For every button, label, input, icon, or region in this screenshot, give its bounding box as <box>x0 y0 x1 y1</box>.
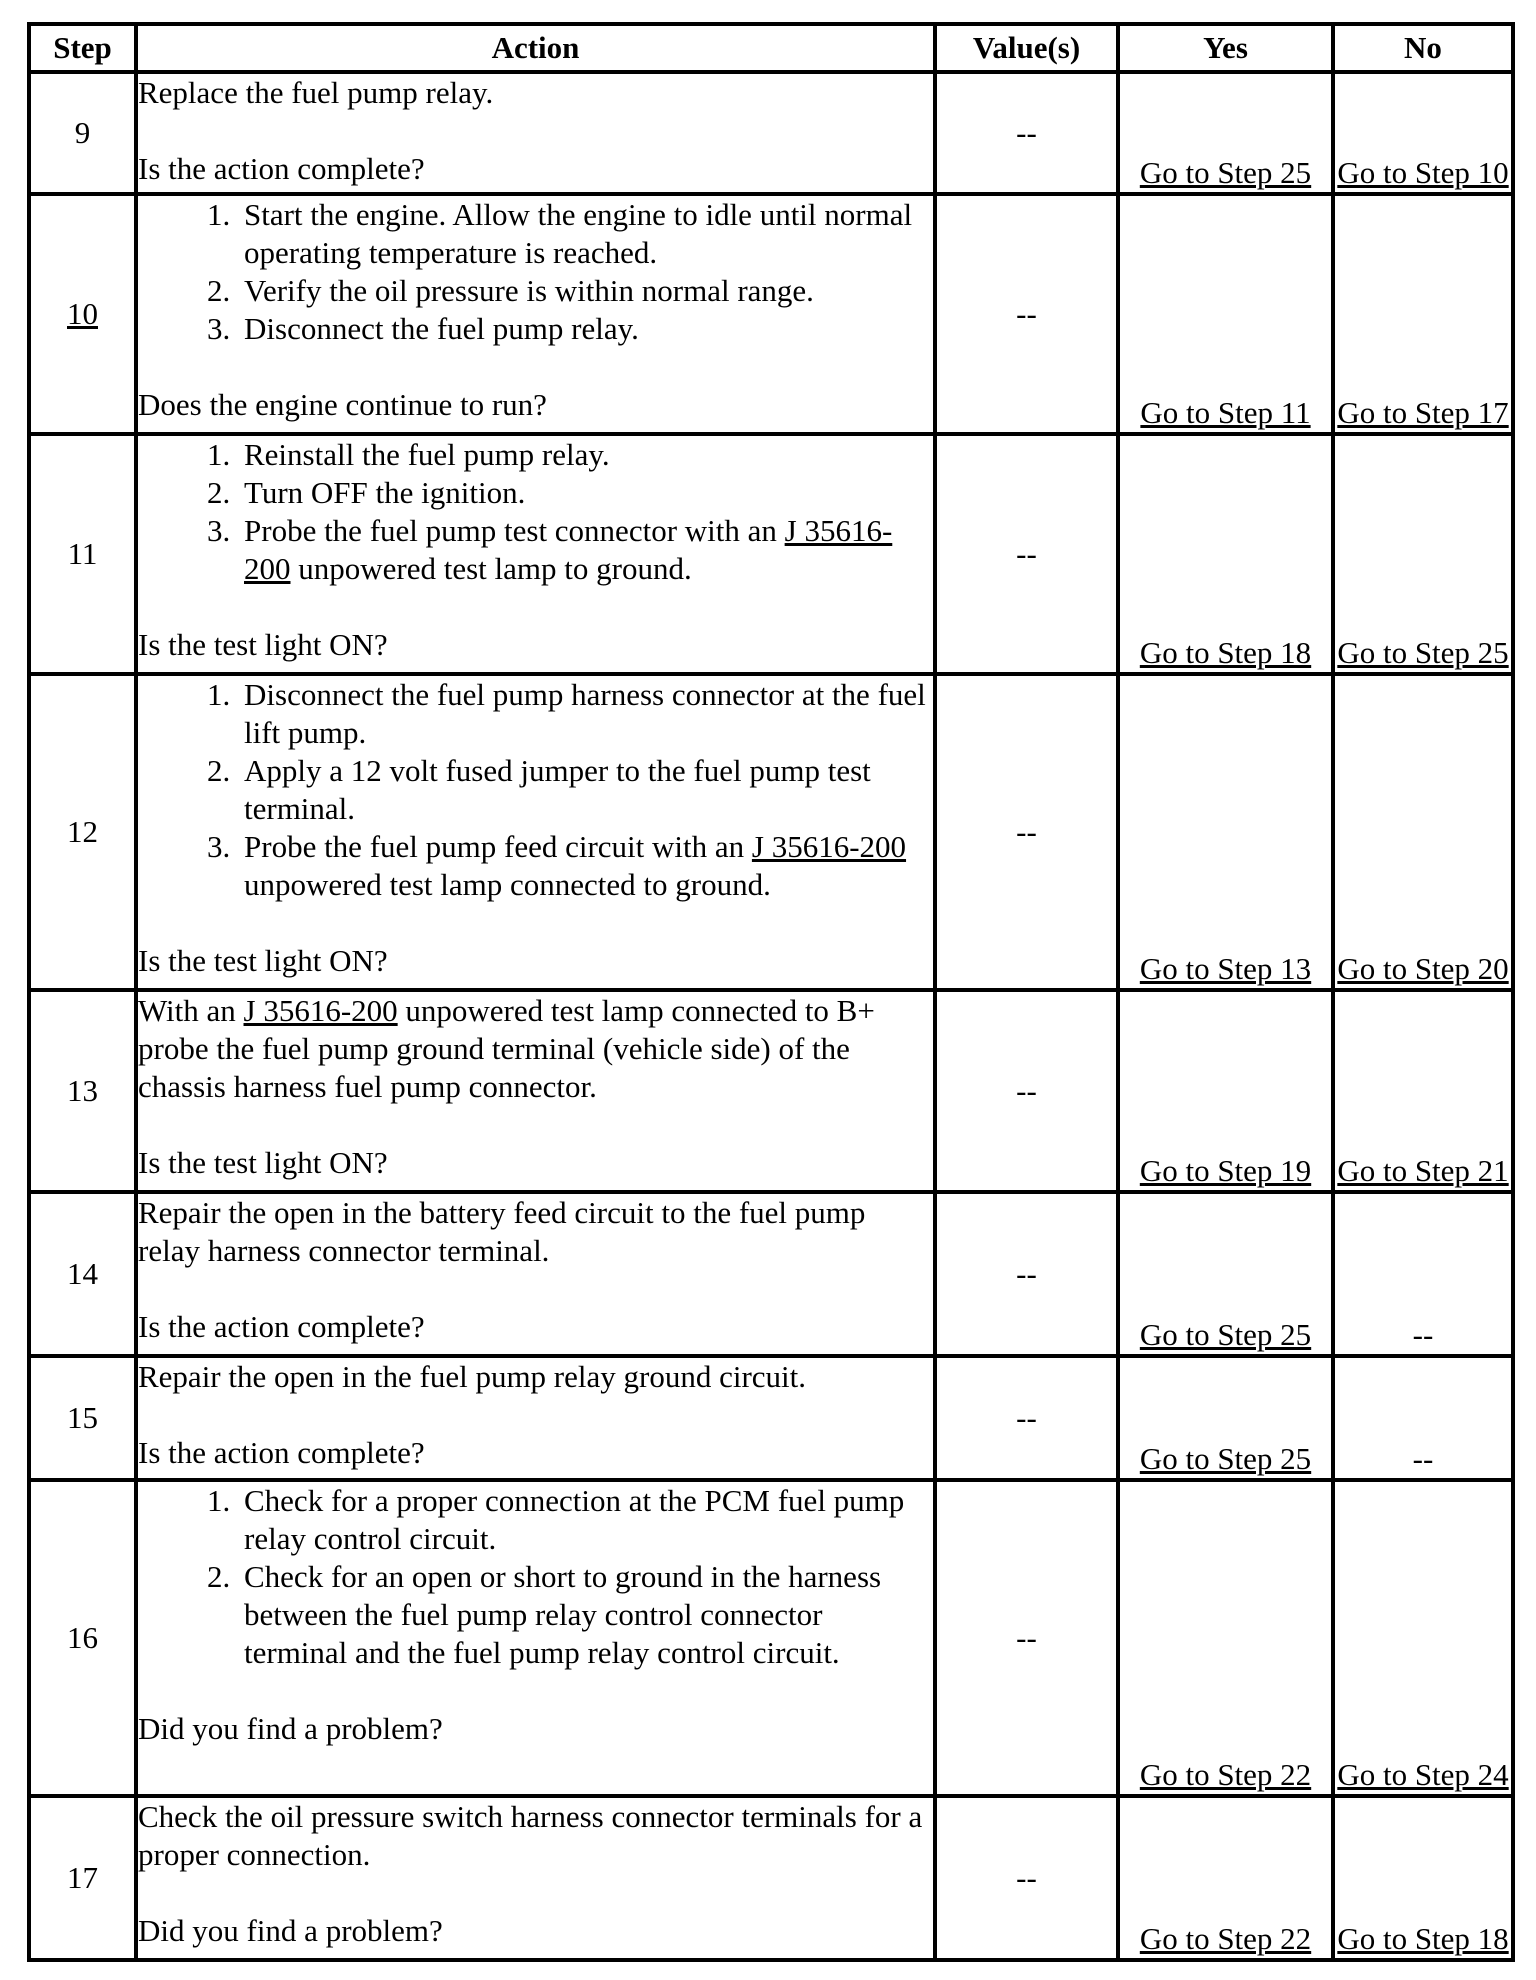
yes-link[interactable]: Go to Step 18 <box>1139 635 1312 670</box>
header-action: Action <box>136 24 935 72</box>
yes-link[interactable]: Go to Step 25 <box>1139 155 1312 190</box>
step-number: 11 <box>29 434 136 674</box>
action-cell <box>136 990 935 1192</box>
header-no: No <box>1333 24 1513 72</box>
action-text-part: unpowered test lamp connected to B+ probe the fuel pump ground terminal (vehicle side) of the chassis harness fuel pump connector. <box>138 993 875 1104</box>
step-number: 9 <box>29 72 136 194</box>
action-question: Is the action complete? <box>138 1309 425 1344</box>
yes-link[interactable]: Go to Step 25 <box>1139 1441 1312 1476</box>
value-cell: -- <box>935 72 1118 194</box>
header-values: Value(s) <box>935 24 1118 72</box>
table-row <box>29 990 1513 1192</box>
value-cell: -- <box>935 1192 1118 1356</box>
value-cell: -- <box>935 1796 1118 1960</box>
action-step: 1. Reinstall the fuel pump relay. <box>238 436 933 474</box>
action-question: Is the test light ON? <box>138 627 388 662</box>
action-question: Is the action complete? <box>138 1435 425 1470</box>
value-cell: -- <box>935 434 1118 674</box>
value-cell: -- <box>935 674 1118 990</box>
action-question: Does the engine continue to run? <box>138 387 547 422</box>
no-link[interactable]: Go to Step 18 <box>1337 1921 1509 1956</box>
action-text: Check the oil pressure switch harness connector terminals for a proper connection. <box>138 1799 923 1872</box>
no-link[interactable]: Go to Step 10 <box>1337 155 1509 190</box>
action-steps <box>138 196 933 348</box>
action-step-text: unpowered test lamp to ground. <box>290 551 692 586</box>
no-value: -- <box>1412 1441 1434 1476</box>
step-number: 17 <box>29 1796 136 1960</box>
table-row <box>29 1192 1513 1356</box>
header-yes: Yes <box>1118 24 1333 72</box>
yes-link[interactable]: Go to Step 19 <box>1139 1153 1312 1188</box>
step-number: 14 <box>29 1192 136 1356</box>
action-step: 2. Check for an open or short to ground in the harness between the fuel pump relay control connector terminal and the fuel pump relay control circuit. <box>238 1558 933 1672</box>
action-text: Repair the open in the fuel pump relay ground circuit. <box>138 1359 807 1394</box>
table-row <box>29 1480 1513 1796</box>
action-step: 2. Verify the oil pressure is within normal range. <box>238 272 933 310</box>
no-link[interactable]: Go to Step 25 <box>1337 635 1509 670</box>
action-text: Repair the open in the battery feed circuit to the fuel pump relay harness connector terminal. <box>138 1195 866 1268</box>
step-number: 16 <box>29 1480 136 1796</box>
value-cell: -- <box>935 990 1118 1192</box>
diagnostic-table <box>27 22 1515 1962</box>
table-row <box>29 72 1513 194</box>
action-cell <box>136 1192 935 1356</box>
action-question: Did you find a problem? <box>138 1711 443 1746</box>
action-step: 2. Apply a 12 volt fused jumper to the fuel pump test terminal. <box>238 752 933 828</box>
action-cell <box>136 674 935 990</box>
action-question: Is the test light ON? <box>138 1145 388 1180</box>
header-step: Step <box>29 24 136 72</box>
step-number: 15 <box>29 1356 136 1480</box>
action-text <box>138 992 933 1106</box>
action-step-text: Probe the fuel pump test connector with an <box>244 513 785 548</box>
tool-link[interactable]: J 35616-200 <box>244 513 893 586</box>
tool-link[interactable]: J 35616-200 <box>751 829 907 864</box>
no-value: -- <box>1412 1317 1434 1352</box>
value-cell: -- <box>935 1480 1118 1796</box>
action-step-text: unpowered test lamp connected to ground. <box>244 867 771 902</box>
step-number[interactable]: 10 <box>67 296 98 331</box>
yes-link[interactable]: Go to Step 25 <box>1139 1317 1312 1352</box>
step-number: 12 <box>29 674 136 990</box>
action-cell <box>136 1356 935 1480</box>
table-row <box>29 194 1513 434</box>
table-row <box>29 434 1513 674</box>
value-cell: -- <box>935 1356 1118 1480</box>
action-question: Is the test light ON? <box>138 943 388 978</box>
tool-link[interactable]: J 35616-200 <box>243 993 398 1028</box>
action-step: 2. Turn OFF the ignition. <box>238 474 933 512</box>
action-question: Did you find a problem? <box>138 1913 443 1948</box>
yes-link[interactable]: Go to Step 11 <box>1140 395 1311 430</box>
no-link[interactable]: Go to Step 20 <box>1337 951 1509 986</box>
table-row <box>29 674 1513 990</box>
value-cell: -- <box>935 194 1118 434</box>
yes-link[interactable]: Go to Step 22 <box>1139 1757 1312 1792</box>
yes-link[interactable]: Go to Step 13 <box>1139 951 1312 986</box>
action-step <box>238 512 933 588</box>
table-row <box>29 1796 1513 1960</box>
action-text-part: With an <box>138 993 244 1028</box>
action-steps <box>138 1482 933 1672</box>
header-row <box>29 24 1513 72</box>
step-number: 13 <box>29 990 136 1192</box>
yes-link[interactable]: Go to Step 22 <box>1139 1921 1312 1956</box>
action-cell <box>136 434 935 674</box>
no-link[interactable]: Go to Step 24 <box>1337 1757 1509 1792</box>
action-cell <box>136 1480 935 1796</box>
action-step: 1. Disconnect the fuel pump harness connector at the fuel lift pump. <box>238 676 933 752</box>
action-step-text: Probe the fuel pump feed circuit with an <box>244 829 752 864</box>
action-step: 1. Start the engine. Allow the engine to idle until normal operating temperature is reached. <box>238 196 933 272</box>
action-cell <box>136 1796 935 1960</box>
action-step <box>238 828 933 904</box>
no-link[interactable]: Go to Step 17 <box>1337 395 1509 430</box>
action-steps <box>138 436 933 588</box>
action-step: 1. Check for a proper connection at the PCM fuel pump relay control circuit. <box>238 1482 933 1558</box>
action-cell <box>136 72 935 194</box>
action-text: Replace the fuel pump relay. <box>138 75 494 110</box>
action-steps <box>138 676 933 904</box>
no-link[interactable]: Go to Step 21 <box>1337 1153 1509 1188</box>
action-step: 3. Disconnect the fuel pump relay. <box>238 310 933 348</box>
action-question: Is the action complete? <box>138 151 425 186</box>
action-cell <box>136 194 935 434</box>
table-row <box>29 1356 1513 1480</box>
